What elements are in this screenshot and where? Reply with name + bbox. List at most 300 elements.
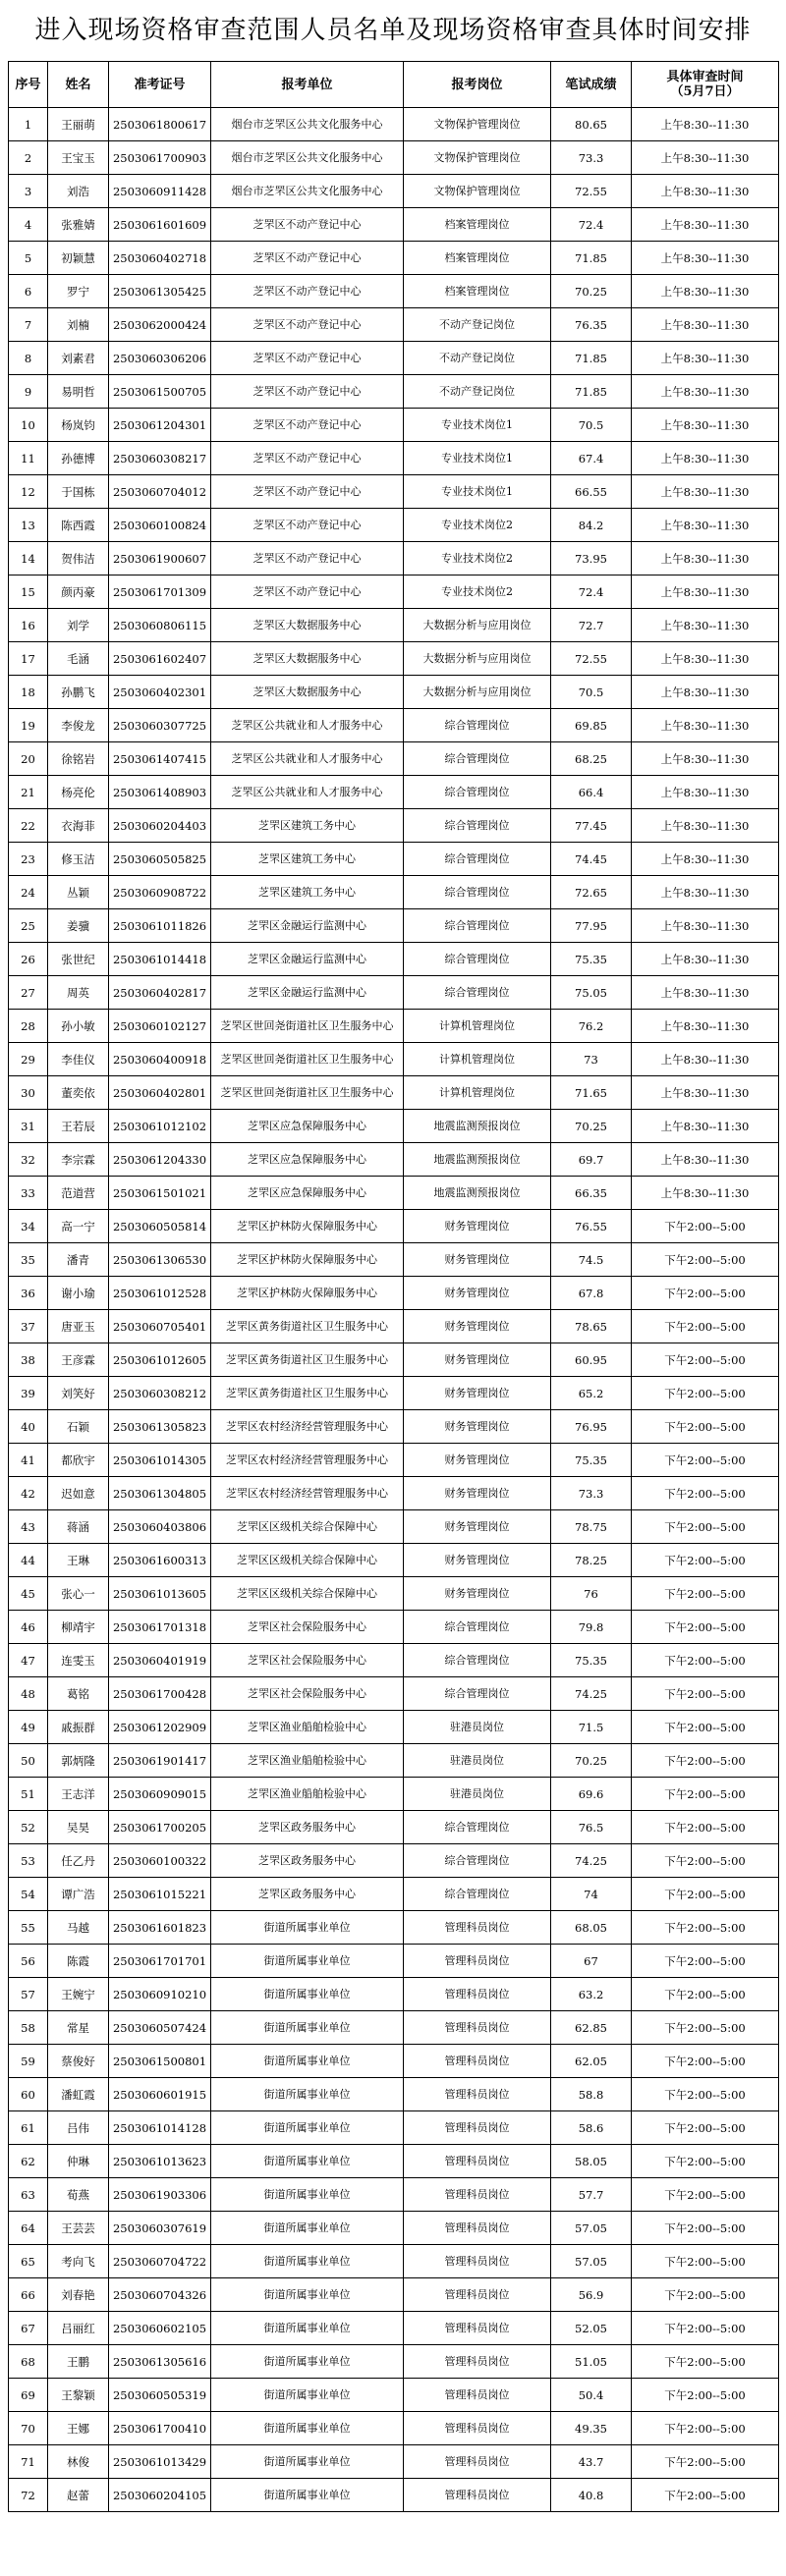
cell-score: 80.65	[551, 108, 632, 141]
cell-unit: 芝罘区区级机关综合保障中心	[211, 1577, 404, 1611]
cell-name: 吴昊	[48, 1811, 109, 1844]
cell-unit: 烟台市芝罘区公共文化服务中心	[211, 108, 404, 141]
cell-position: 综合管理岗位	[404, 809, 551, 843]
table-row	[9, 1878, 779, 1911]
cell-position: 管理科员岗位	[404, 2345, 551, 2379]
cell-name: 刘春艳	[48, 2278, 109, 2312]
cell-index: 15	[9, 575, 48, 609]
cell-score: 71.85	[551, 375, 632, 409]
cell-unit: 芝罘区不动产登记中心	[211, 208, 404, 242]
cell-name: 王婉宁	[48, 1978, 109, 2011]
cell-index: 3	[9, 175, 48, 208]
cell-index: 21	[9, 776, 48, 809]
cell-name: 任乙丹	[48, 1844, 109, 1878]
cell-review-time: 上午8:30--11:30	[632, 542, 779, 575]
cell-review-time: 下午2:00--5:00	[632, 1978, 779, 2011]
cell-index: 1	[9, 108, 48, 141]
cell-index: 38	[9, 1343, 48, 1377]
cell-exam-number: 2503060401919	[109, 1644, 211, 1677]
cell-score: 72.55	[551, 175, 632, 208]
cell-review-time: 上午8:30--11:30	[632, 442, 779, 475]
cell-unit: 街道所属事业单位	[211, 1978, 404, 2011]
cell-exam-number: 2503061601823	[109, 1911, 211, 1945]
cell-position: 综合管理岗位	[404, 876, 551, 909]
cell-score: 57.7	[551, 2178, 632, 2212]
cell-index: 33	[9, 1177, 48, 1210]
cell-unit: 芝罘区应急保障服务中心	[211, 1143, 404, 1177]
cell-name: 谭广浩	[48, 1878, 109, 1911]
cell-review-time: 上午8:30--11:30	[632, 108, 779, 141]
cell-index: 41	[9, 1444, 48, 1477]
table-row	[9, 1210, 779, 1243]
cell-score: 69.85	[551, 709, 632, 742]
table-row	[9, 2412, 779, 2445]
cell-review-time: 上午8:30--11:30	[632, 843, 779, 876]
cell-review-time: 上午8:30--11:30	[632, 342, 779, 375]
cell-position: 综合管理岗位	[404, 843, 551, 876]
cell-index: 54	[9, 1878, 48, 1911]
table-row	[9, 1477, 779, 1510]
header-exam-number: 准考证号	[109, 62, 211, 108]
cell-name: 张心一	[48, 1577, 109, 1611]
cell-name: 范道营	[48, 1177, 109, 1210]
cell-index: 43	[9, 1510, 48, 1544]
cell-review-time: 下午2:00--5:00	[632, 1377, 779, 1410]
cell-unit: 芝罘区应急保障服务中心	[211, 1110, 404, 1143]
cell-score: 49.35	[551, 2412, 632, 2445]
cell-review-time: 下午2:00--5:00	[632, 1444, 779, 1477]
cell-score: 79.8	[551, 1611, 632, 1644]
cell-exam-number: 2503061202909	[109, 1711, 211, 1744]
cell-position: 大数据分析与应用岗位	[404, 642, 551, 676]
cell-position: 财务管理岗位	[404, 1277, 551, 1310]
cell-score: 73	[551, 1043, 632, 1076]
cell-position: 财务管理岗位	[404, 1444, 551, 1477]
cell-unit: 芝罘区大数据服务中心	[211, 642, 404, 676]
cell-exam-number: 2503060908722	[109, 876, 211, 909]
cell-score: 78.75	[551, 1510, 632, 1544]
cell-exam-number: 2503061014418	[109, 943, 211, 976]
cell-position: 管理科员岗位	[404, 2045, 551, 2078]
header-index: 序号	[9, 62, 48, 108]
cell-position: 管理科员岗位	[404, 2178, 551, 2212]
cell-name: 刘学	[48, 609, 109, 642]
cell-index: 2	[9, 141, 48, 175]
cell-name: 修玉洁	[48, 843, 109, 876]
cell-review-time: 下午2:00--5:00	[632, 1343, 779, 1377]
cell-position: 管理科员岗位	[404, 2278, 551, 2312]
cell-score: 72.65	[551, 876, 632, 909]
cell-exam-number: 2503060505319	[109, 2379, 211, 2412]
cell-review-time: 上午8:30--11:30	[632, 776, 779, 809]
cell-exam-number: 2503061903306	[109, 2178, 211, 2212]
cell-position: 综合管理岗位	[404, 1844, 551, 1878]
cell-exam-number: 2503061012102	[109, 1110, 211, 1143]
cell-review-time: 上午8:30--11:30	[632, 909, 779, 943]
cell-position: 管理科员岗位	[404, 2412, 551, 2445]
cell-review-time: 上午8:30--11:30	[632, 1143, 779, 1177]
table-row	[9, 943, 779, 976]
cell-position: 计算机管理岗位	[404, 1043, 551, 1076]
cell-index: 11	[9, 442, 48, 475]
cell-review-time: 下午2:00--5:00	[632, 1510, 779, 1544]
cell-position: 地震监测预报岗位	[404, 1110, 551, 1143]
table-row	[9, 275, 779, 308]
cell-name: 王宝玉	[48, 141, 109, 175]
cell-score: 40.8	[551, 2479, 632, 2512]
cell-exam-number: 2503060307725	[109, 709, 211, 742]
table-row	[9, 1377, 779, 1410]
cell-review-time: 下午2:00--5:00	[632, 1611, 779, 1644]
cell-review-time: 下午2:00--5:00	[632, 2345, 779, 2379]
cell-exam-number: 2503060602105	[109, 2312, 211, 2345]
cell-index: 65	[9, 2245, 48, 2278]
table-row	[9, 642, 779, 676]
cell-unit: 芝罘区农村经济经营管理服务中心	[211, 1444, 404, 1477]
cell-index: 26	[9, 943, 48, 976]
cell-unit: 芝罘区黄务街道社区卫生服务中心	[211, 1377, 404, 1410]
table-row	[9, 1510, 779, 1544]
cell-score: 67.4	[551, 442, 632, 475]
table-row	[9, 2212, 779, 2245]
cell-position: 管理科员岗位	[404, 2212, 551, 2245]
table-row	[9, 108, 779, 141]
cell-review-time: 下午2:00--5:00	[632, 1577, 779, 1611]
table-row	[9, 2245, 779, 2278]
cell-exam-number: 2503061305823	[109, 1410, 211, 1444]
cell-unit: 芝罘区大数据服务中心	[211, 609, 404, 642]
cell-index: 55	[9, 1911, 48, 1945]
cell-name: 李俊龙	[48, 709, 109, 742]
table-row	[9, 375, 779, 409]
cell-position: 管理科员岗位	[404, 2078, 551, 2111]
cell-position: 财务管理岗位	[404, 1544, 551, 1577]
cell-name: 连雯玉	[48, 1644, 109, 1677]
cell-unit: 街道所属事业单位	[211, 2412, 404, 2445]
cell-position: 综合管理岗位	[404, 909, 551, 943]
cell-unit: 芝罘区建筑工务中心	[211, 843, 404, 876]
cell-exam-number: 2503060403806	[109, 1510, 211, 1544]
cell-score: 76	[551, 1577, 632, 1611]
cell-name: 高一宁	[48, 1210, 109, 1243]
cell-score: 76.55	[551, 1210, 632, 1243]
table-row	[9, 1410, 779, 1444]
cell-index: 10	[9, 409, 48, 442]
cell-review-time: 下午2:00--5:00	[632, 1210, 779, 1243]
cell-position: 计算机管理岗位	[404, 1010, 551, 1043]
cell-score: 70.25	[551, 275, 632, 308]
cell-exam-number: 2503061500801	[109, 2045, 211, 2078]
table-row	[9, 1310, 779, 1343]
table-row	[9, 1911, 779, 1945]
cell-score: 73.95	[551, 542, 632, 575]
cell-name: 李佳仪	[48, 1043, 109, 1076]
cell-name: 潘青	[48, 1243, 109, 1277]
cell-score: 72.4	[551, 575, 632, 609]
cell-index: 18	[9, 676, 48, 709]
cell-name: 王丽萌	[48, 108, 109, 141]
table-row	[9, 442, 779, 475]
cell-unit: 芝罘区渔业船舶检验中心	[211, 1711, 404, 1744]
cell-score: 66.35	[551, 1177, 632, 1210]
cell-unit: 烟台市芝罘区公共文化服务中心	[211, 175, 404, 208]
cell-review-time: 下午2:00--5:00	[632, 2278, 779, 2312]
cell-review-time: 上午8:30--11:30	[632, 1043, 779, 1076]
cell-unit: 街道所属事业单位	[211, 2479, 404, 2512]
cell-exam-number: 2503060402817	[109, 976, 211, 1010]
cell-exam-number: 2503061012528	[109, 1277, 211, 1310]
cell-name: 贺伟洁	[48, 542, 109, 575]
cell-name: 郭炳隆	[48, 1744, 109, 1778]
cell-unit: 芝罘区社会保险服务中心	[211, 1644, 404, 1677]
cell-exam-number: 2503061204330	[109, 1143, 211, 1177]
cell-index: 36	[9, 1277, 48, 1310]
cell-score: 67	[551, 1945, 632, 1978]
cell-index: 72	[9, 2479, 48, 2512]
cell-review-time: 下午2:00--5:00	[632, 1410, 779, 1444]
cell-review-time: 上午8:30--11:30	[632, 943, 779, 976]
cell-position: 财务管理岗位	[404, 1377, 551, 1410]
cell-exam-number: 2503060308212	[109, 1377, 211, 1410]
cell-review-time: 下午2:00--5:00	[632, 1744, 779, 1778]
table-row	[9, 1343, 779, 1377]
cell-index: 46	[9, 1611, 48, 1644]
header-review-time-label: 具体审查时间	[666, 70, 744, 84]
cell-exam-number: 2503060505814	[109, 1210, 211, 1243]
cell-review-time: 下午2:00--5:00	[632, 1778, 779, 1811]
cell-exam-number: 2503061700410	[109, 2412, 211, 2445]
cell-position: 档案管理岗位	[404, 275, 551, 308]
cell-name: 孙小敏	[48, 1010, 109, 1043]
cell-index: 56	[9, 1945, 48, 1978]
cell-index: 70	[9, 2412, 48, 2445]
cell-name: 王芸芸	[48, 2212, 109, 2245]
table-row	[9, 1143, 779, 1177]
cell-unit: 芝罘区不动产登记中心	[211, 409, 404, 442]
table-row	[9, 2445, 779, 2479]
cell-score: 70.5	[551, 409, 632, 442]
cell-unit: 芝罘区护林防火保障服务中心	[211, 1243, 404, 1277]
cell-position: 综合管理岗位	[404, 1878, 551, 1911]
table-row	[9, 2145, 779, 2178]
cell-position: 管理科员岗位	[404, 1945, 551, 1978]
page-title: 进入现场资格审查范围人员名单及现场资格审查具体时间安排	[34, 16, 752, 45]
cell-index: 14	[9, 542, 48, 575]
cell-review-time: 上午8:30--11:30	[632, 208, 779, 242]
cell-name: 易明哲	[48, 375, 109, 409]
cell-review-time: 下午2:00--5:00	[632, 2078, 779, 2111]
cell-name: 王黎颖	[48, 2379, 109, 2412]
cell-index: 7	[9, 308, 48, 342]
cell-name: 衣海菲	[48, 809, 109, 843]
cell-unit: 芝罘区渔业船舶检验中心	[211, 1744, 404, 1778]
cell-unit: 芝罘区公共就业和人才服务中心	[211, 742, 404, 776]
cell-score: 65.2	[551, 1377, 632, 1410]
table-body	[9, 108, 779, 2512]
cell-index: 64	[9, 2212, 48, 2245]
cell-position: 专业技术岗位2	[404, 509, 551, 542]
cell-name: 赵蕾	[48, 2479, 109, 2512]
cell-score: 74.25	[551, 1677, 632, 1711]
cell-position: 计算机管理岗位	[404, 1076, 551, 1110]
cell-position: 档案管理岗位	[404, 242, 551, 275]
cell-position: 文物保护管理岗位	[404, 175, 551, 208]
cell-review-time: 下午2:00--5:00	[632, 2111, 779, 2145]
cell-position: 文物保护管理岗位	[404, 108, 551, 141]
cell-review-time: 下午2:00--5:00	[632, 1243, 779, 1277]
cell-position: 管理科员岗位	[404, 2312, 551, 2345]
cell-index: 62	[9, 2145, 48, 2178]
cell-exam-number: 2503060704722	[109, 2245, 211, 2278]
table-row	[9, 1778, 779, 1811]
cell-index: 63	[9, 2178, 48, 2212]
cell-index: 42	[9, 1477, 48, 1510]
cell-score: 72.55	[551, 642, 632, 676]
cell-review-time: 上午8:30--11:30	[632, 1010, 779, 1043]
cell-review-time: 上午8:30--11:30	[632, 475, 779, 509]
cell-exam-number: 2503060910210	[109, 1978, 211, 2011]
cell-unit: 芝罘区政务服务中心	[211, 1878, 404, 1911]
table-row	[9, 1744, 779, 1778]
cell-review-time: 上午8:30--11:30	[632, 242, 779, 275]
cell-score: 69.7	[551, 1143, 632, 1177]
table-row	[9, 1945, 779, 1978]
cell-index: 13	[9, 509, 48, 542]
cell-position: 综合管理岗位	[404, 742, 551, 776]
cell-score: 73.3	[551, 141, 632, 175]
cell-unit: 芝罘区金融运行监测中心	[211, 943, 404, 976]
cell-exam-number: 2503060402718	[109, 242, 211, 275]
table-row	[9, 1711, 779, 1744]
cell-score: 69.6	[551, 1778, 632, 1811]
cell-unit: 芝罘区金融运行监测中心	[211, 976, 404, 1010]
cell-score: 70.25	[551, 1744, 632, 1778]
table-row	[9, 1978, 779, 2011]
cell-score: 71.85	[551, 242, 632, 275]
cell-exam-number: 2503060204105	[109, 2479, 211, 2512]
cell-unit: 烟台市芝罘区公共文化服务中心	[211, 141, 404, 175]
cell-name: 董奕依	[48, 1076, 109, 1110]
header-name: 姓名	[48, 62, 109, 108]
cell-name: 柳靖宇	[48, 1611, 109, 1644]
cell-index: 20	[9, 742, 48, 776]
table-row	[9, 1444, 779, 1477]
table-row	[9, 909, 779, 943]
table-row	[9, 575, 779, 609]
cell-index: 4	[9, 208, 48, 242]
table-row	[9, 2312, 779, 2345]
cell-exam-number: 2503060400918	[109, 1043, 211, 1076]
cell-unit: 芝罘区建筑工务中心	[211, 876, 404, 909]
table-row	[9, 242, 779, 275]
cell-position: 管理科员岗位	[404, 2379, 551, 2412]
cell-score: 70.5	[551, 676, 632, 709]
cell-review-time: 下午2:00--5:00	[632, 1711, 779, 1744]
cell-review-time: 下午2:00--5:00	[632, 2312, 779, 2345]
cell-unit: 街道所属事业单位	[211, 1945, 404, 1978]
cell-exam-number: 2503060507424	[109, 2011, 211, 2045]
cell-score: 74.25	[551, 1844, 632, 1878]
cell-position: 管理科员岗位	[404, 1911, 551, 1945]
cell-position: 综合管理岗位	[404, 943, 551, 976]
cell-exam-number: 2503061700903	[109, 141, 211, 175]
cell-score: 76.35	[551, 308, 632, 342]
cell-review-time: 下午2:00--5:00	[632, 2479, 779, 2512]
cell-review-time: 下午2:00--5:00	[632, 1844, 779, 1878]
cell-index: 23	[9, 843, 48, 876]
cell-score: 72.7	[551, 609, 632, 642]
cell-index: 67	[9, 2312, 48, 2345]
cell-index: 39	[9, 1377, 48, 1410]
cell-position: 文物保护管理岗位	[404, 141, 551, 175]
cell-exam-number: 2503061306530	[109, 1243, 211, 1277]
cell-unit: 芝罘区护林防火保障服务中心	[211, 1210, 404, 1243]
table-row	[9, 2111, 779, 2145]
cell-score: 57.05	[551, 2212, 632, 2245]
cell-exam-number: 2503061204301	[109, 409, 211, 442]
table-row	[9, 1844, 779, 1878]
cell-unit: 芝罘区不动产登记中心	[211, 275, 404, 308]
cell-exam-number: 2503061800617	[109, 108, 211, 141]
table-row	[9, 1277, 779, 1310]
cell-score: 76.2	[551, 1010, 632, 1043]
table-row	[9, 2045, 779, 2078]
cell-exam-number: 2503060705401	[109, 1310, 211, 1343]
cell-position: 不动产登记岗位	[404, 308, 551, 342]
cell-unit: 街道所属事业单位	[211, 2178, 404, 2212]
cell-score: 77.95	[551, 909, 632, 943]
cell-index: 8	[9, 342, 48, 375]
cell-score: 50.4	[551, 2379, 632, 2412]
cell-review-time: 下午2:00--5:00	[632, 1677, 779, 1711]
table-row	[9, 709, 779, 742]
cell-review-time: 下午2:00--5:00	[632, 2245, 779, 2278]
cell-exam-number: 2503061013623	[109, 2145, 211, 2178]
cell-score: 68.05	[551, 1911, 632, 1945]
cell-unit: 芝罘区大数据服务中心	[211, 676, 404, 709]
cell-unit: 街道所属事业单位	[211, 2445, 404, 2479]
cell-unit: 街道所属事业单位	[211, 2245, 404, 2278]
cell-name: 颜丙豪	[48, 575, 109, 609]
cell-exam-number: 2503061701309	[109, 575, 211, 609]
cell-unit: 芝罘区农村经济经营管理服务中心	[211, 1477, 404, 1510]
table-row	[9, 509, 779, 542]
cell-index: 50	[9, 1744, 48, 1778]
cell-review-time: 上午8:30--11:30	[632, 409, 779, 442]
cell-review-time: 下午2:00--5:00	[632, 2212, 779, 2245]
cell-position: 专业技术岗位2	[404, 575, 551, 609]
cell-position: 财务管理岗位	[404, 1343, 551, 1377]
cell-name: 马越	[48, 1911, 109, 1945]
cell-exam-number: 2503061407415	[109, 742, 211, 776]
cell-index: 68	[9, 2345, 48, 2379]
cell-unit: 芝罘区黄务街道社区卫生服务中心	[211, 1310, 404, 1343]
cell-review-time: 上午8:30--11:30	[632, 141, 779, 175]
cell-index: 6	[9, 275, 48, 308]
cell-exam-number: 2503060909015	[109, 1778, 211, 1811]
table-row	[9, 1644, 779, 1677]
cell-review-time: 上午8:30--11:30	[632, 375, 779, 409]
cell-score: 58.8	[551, 2078, 632, 2111]
table-row	[9, 1677, 779, 1711]
cell-review-time: 下午2:00--5:00	[632, 1544, 779, 1577]
table-row	[9, 876, 779, 909]
cell-review-time: 下午2:00--5:00	[632, 2178, 779, 2212]
cell-index: 35	[9, 1243, 48, 1277]
cell-unit: 芝罘区不动产登记中心	[211, 475, 404, 509]
cell-review-time: 上午8:30--11:30	[632, 876, 779, 909]
cell-exam-number: 2503061700205	[109, 1811, 211, 1844]
